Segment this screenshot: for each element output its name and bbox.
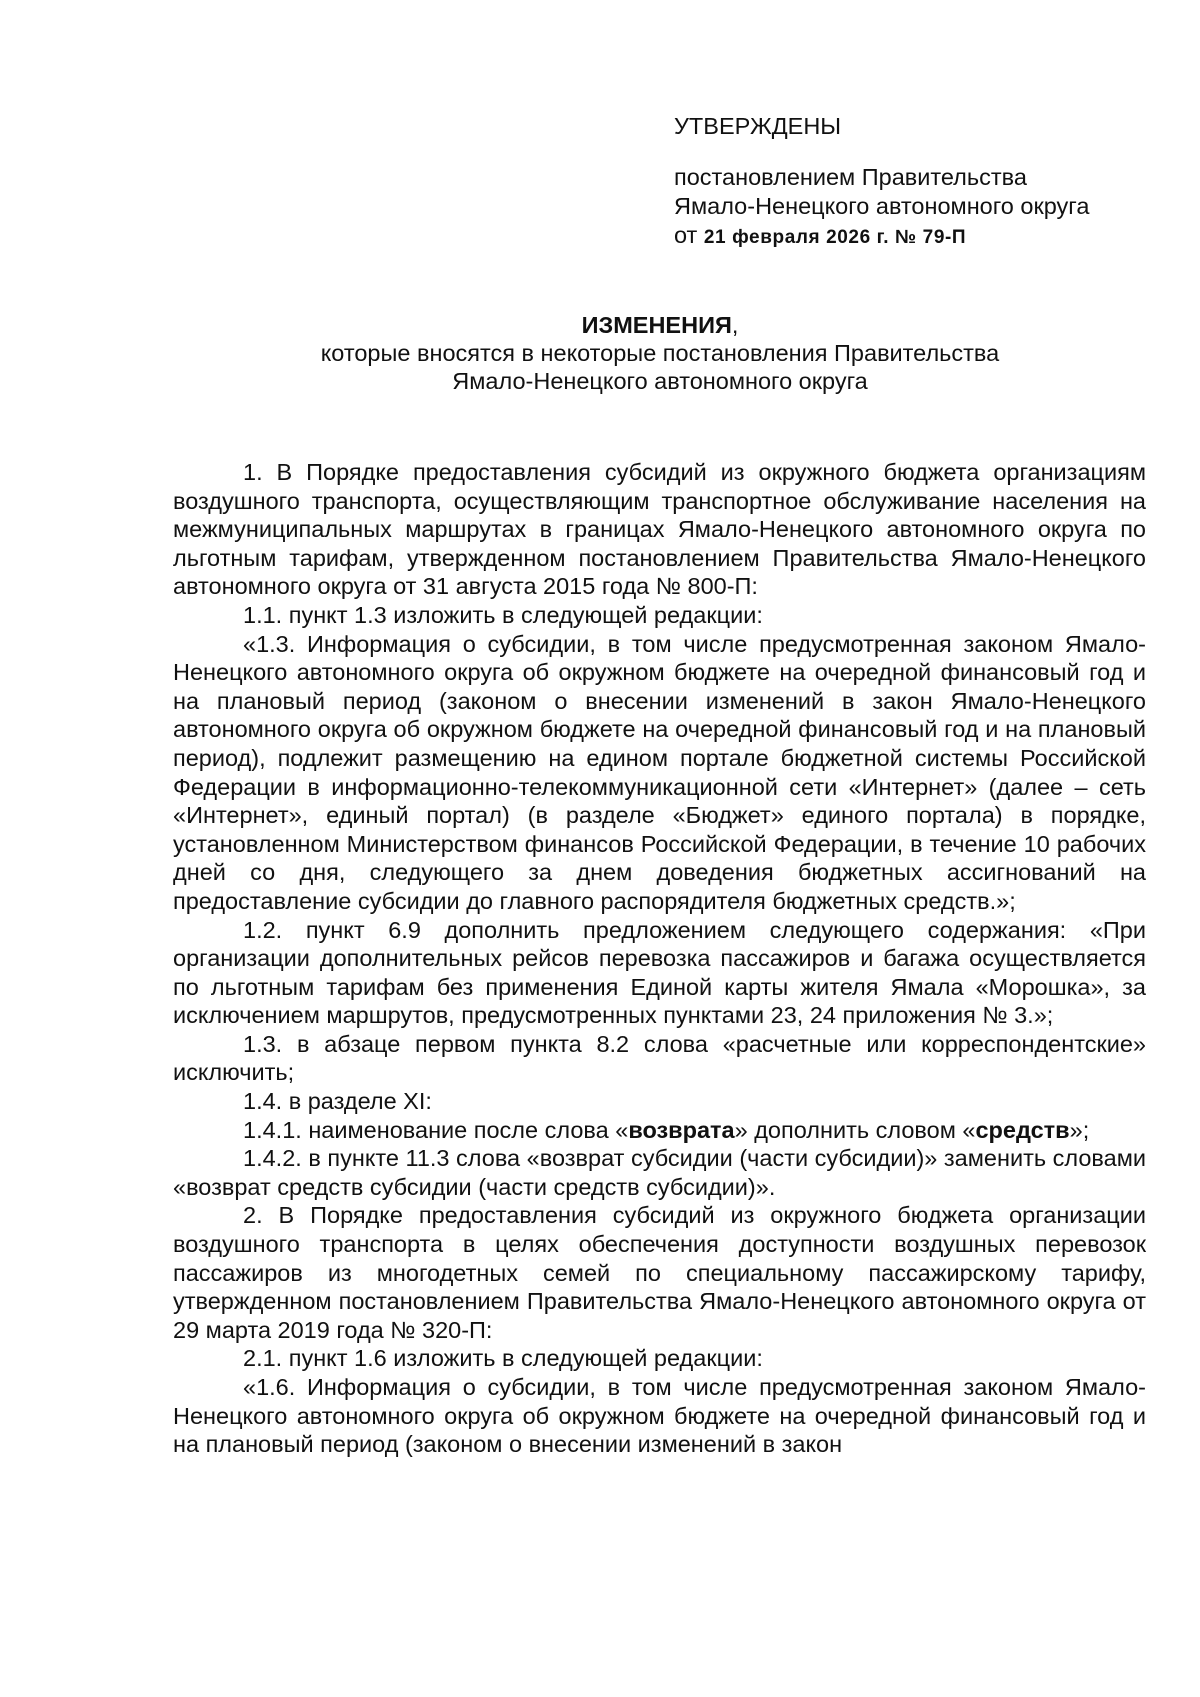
paragraph-1-4-2: 1.4.2. в пункте 11.3 слова «возврат субсидии (части субсидии)» заменить словами «возврат средств субсидии (части средств субсидии)». [173, 1145, 1146, 1200]
document-body [173, 458, 1146, 1459]
p7-text-a: 1.4.1. наименование после слова « [243, 1116, 629, 1143]
p7-text-e: »; [1069, 1116, 1090, 1143]
approval-date-number: 21 февраля 2026 г. № 79-П [703, 227, 967, 248]
p7-text-c: » дополнить словом « [734, 1116, 976, 1143]
approval-heading: УТВЕРЖДЕНЫ [674, 113, 842, 139]
paragraph-1-3-quote: «1.3. Информация о субсидии, в том числе предусмотренная законом Ямало-Ненецкого автономного округа об окружном бюджете на очередной финансовый год и на плановый период (законом о внесении изменений в закон Ямало-Ненецкого автономного округа об окружном бюджете на очередной финансовый год и на плановый период), подлежит размещению на едином портале бюджетной системы Российской Федерации в информационно-телекоммуникационной сети «Интернет» (далее – сеть «Интернет», единый портал) (в разделе «Бюджет» единого портала) в порядке, установленном Министерством финансов Российской Федерации, в течение 10 рабочих дней со дня, следующего за днем доведения бюджетных ассигнований на предоставление субсидии до главного распорядителя бюджетных средств.»; [173, 630, 1146, 914]
document-title-line [175, 311, 1145, 339]
p7-bold-word-2: средств [975, 1116, 1070, 1143]
paragraph-1-1: 1.1. пункт 1.3 изложить в следующей редакции: [243, 601, 763, 628]
paragraph-1-4: 1.4. в разделе XI: [243, 1088, 432, 1115]
paragraph-2-1: 2.1. пункт 1.6 изложить в следующей редакции: [243, 1345, 763, 1372]
approval-date-prefix: от [674, 222, 698, 248]
paragraph-1-4-1 [173, 1116, 1146, 1145]
document-subtitle-1: которые вносятся в некоторые постановления Правительства [320, 340, 1000, 366]
document-title: ИЗМЕНЕНИЯ [581, 312, 732, 338]
paragraph-1-6-quote: «1.6. Информация о субсидии, в том числе предусмотренная законом Ямало-Ненецкого автономного округа об окружном бюджете на очередной финансовый год и на плановый период (законом о внесении изменений в закон [173, 1374, 1146, 1458]
paragraph-1: 1. В Порядке предоставления субсидий из окружного бюджета организациям воздушного транспорта, осуществляющим транспортное обслуживание населения на межмуниципальных маршрутах в границах Ямало-Ненецкого автономного округа по льготным тарифам, утвержденном постановлением Правительства Ямало-Ненецкого автономного округа от 31 августа 2015 года № 800-П: [173, 459, 1146, 600]
paragraph-1-2: 1.2. пункт 6.9 дополнить предложением следующего содержания: «При организации дополнительных рейсов перевозка пассажиров и багажа осуществляется по льготным тарифам без применения Единой карты жителя Ямала «Морошка», за исключением маршрутов, предусмотренных пунктами 23, 24 приложения № 3.»; [173, 916, 1146, 1029]
document-subtitle-2: Ямало-Ненецкого автономного округа [452, 368, 868, 394]
document-title-block [175, 311, 1145, 395]
title-comma: , [731, 312, 739, 338]
p7-bold-word-1: возврата [628, 1116, 735, 1143]
approval-date-line [674, 221, 1154, 252]
paragraph-1-3: 1.3. в абзаце первом пункта 8.2 слова «расчетные или корреспондентские» исключить; [173, 1030, 1146, 1086]
approval-stamp [674, 112, 1154, 252]
approval-line-1: постановлением Правительства [674, 164, 1027, 190]
paragraph-2: 2. В Порядке предоставления субсидий из окружного бюджета организации воздушного транспорта в целях обеспечения доступности воздушных перевозок пассажиров из многодетных семей по специальному пассажирскому тарифу, утвержденном постановлением Правительства Ямало-Ненецкого автономного округа от 29 марта 2019 года № 320-П: [173, 1202, 1146, 1343]
approval-line-2: Ямало-Ненецкого автономного округа [674, 193, 1090, 219]
